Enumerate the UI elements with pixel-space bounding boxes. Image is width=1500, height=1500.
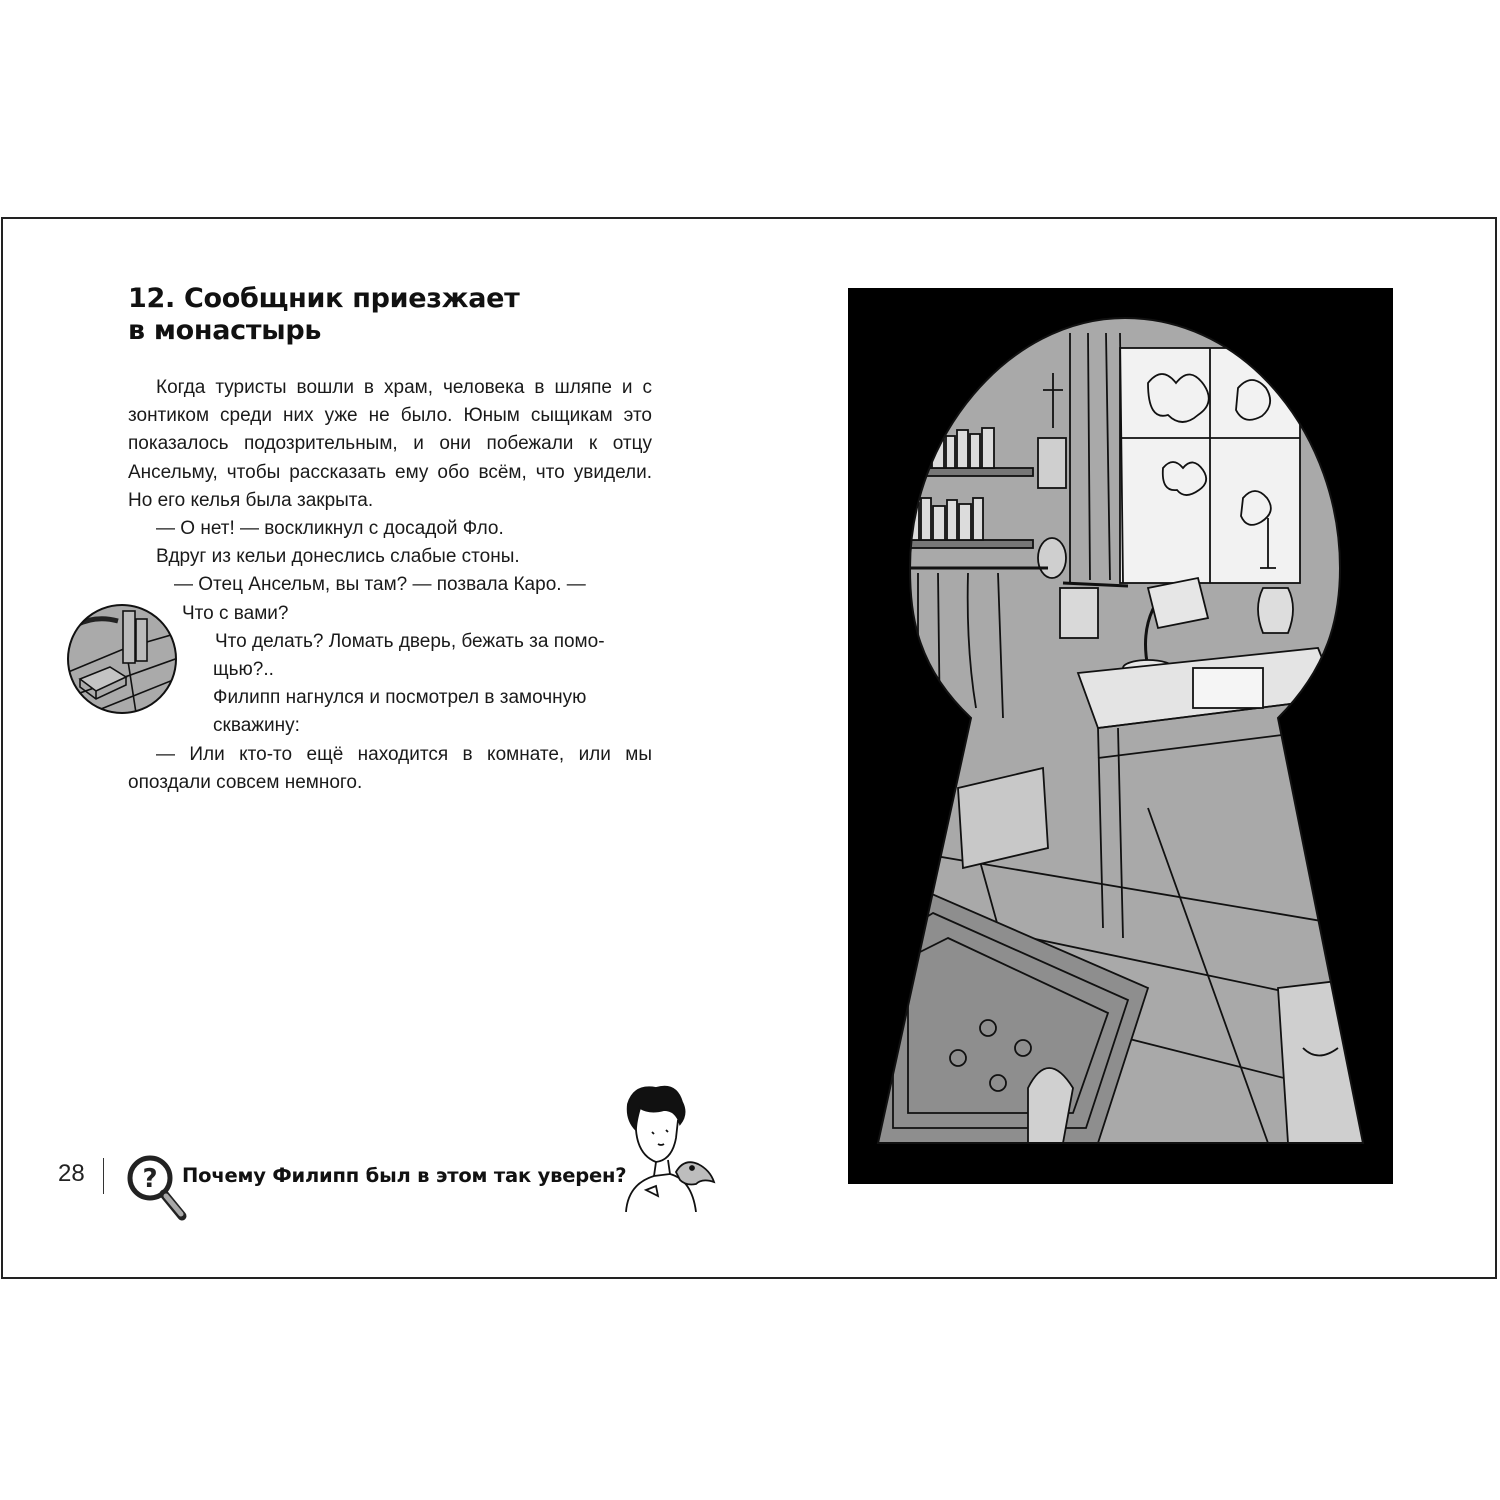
page-number: 28 — [58, 1160, 85, 1187]
question-prompt: Почему Филипп был в этом так уверен? — [182, 1164, 627, 1187]
story-text — [128, 374, 652, 797]
chapter-title-line-1: 12. Сообщник приезжает — [128, 283, 520, 314]
paragraph: Вдруг из кельи донеслись слабые стоны. — [156, 546, 520, 568]
keyhole-illustration — [848, 288, 1393, 1184]
paragraph-continuation: Что с вами? — [182, 602, 289, 624]
chapter-title — [128, 283, 520, 347]
svg-text:?: ? — [142, 1164, 158, 1194]
page-number-divider — [103, 1158, 104, 1194]
paragraph: — Отец Ансельм, вы там? — позвала Каро. — — [174, 574, 586, 596]
paragraph-continuation: щью?.. — [213, 659, 274, 681]
paragraph: Когда туристы вошли в храм, человека в шляпе и с зонтиком среди них уже не было. Юным сыщикам это показалось подозрительным, и они побежали к отцу Ансельму, чтобы рассказать ему обо всём, что увидели. Но его келья была закрыта. — [128, 377, 652, 511]
paragraph: Что делать? Ломать дверь, бежать за помо- — [215, 630, 605, 652]
book-detail-inset — [66, 603, 178, 715]
chapter-title-line-2: в монастырь — [128, 315, 322, 346]
magnifier-question-icon — [126, 1154, 190, 1224]
paragraph: Филипп нагнулся и посмотрел в замочную — [213, 687, 587, 709]
paragraph: — Или кто-то ещё находится в комнате, или мы опоздали совсем немного. — [128, 743, 652, 793]
philipp-with-parrot — [606, 1080, 718, 1212]
paragraph-continuation: скважину: — [213, 715, 300, 737]
paragraph: — О нет! — воскликнул с досадой Фло. — [156, 518, 504, 540]
